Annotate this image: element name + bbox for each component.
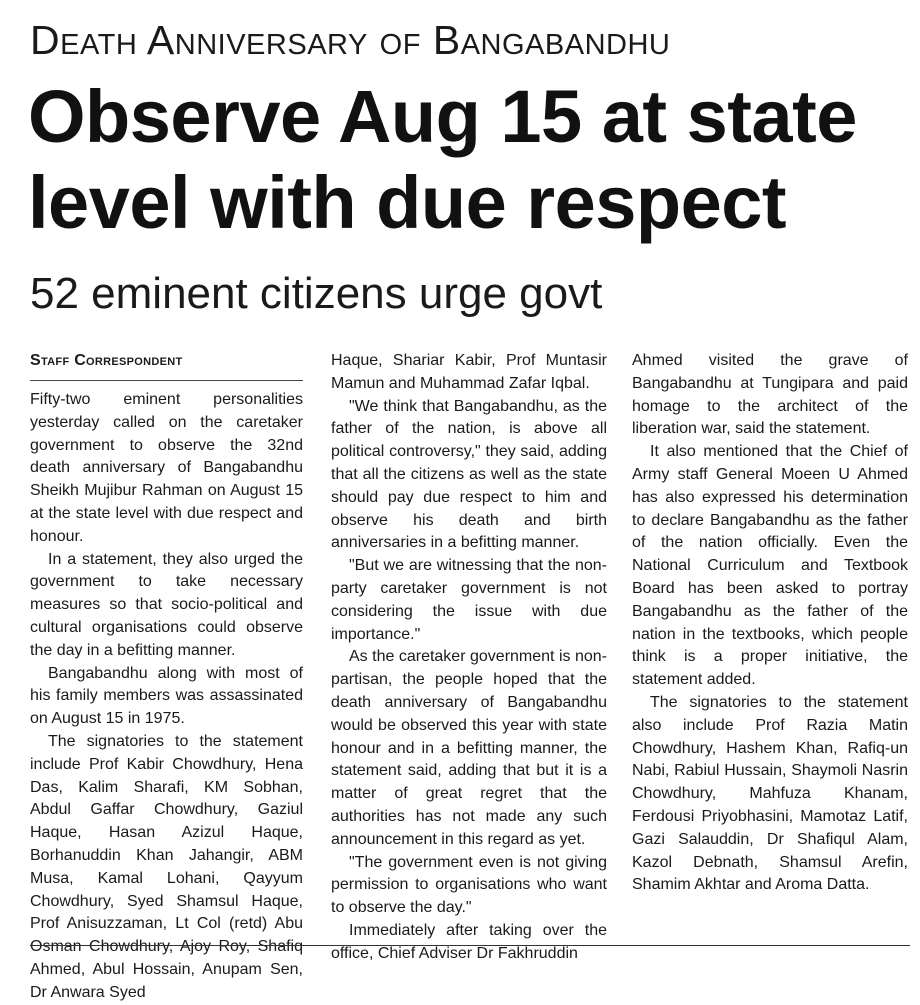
paragraph: Immediately after taking over the office, Chief Adviser Dr Fakhruddin (331, 921, 607, 962)
paragraph: Ahmed visited the grave of Bangabandhu at Tungipara and paid homage to the architect of the liberation war, said the statement. (632, 352, 908, 438)
article-column-2 (331, 350, 607, 966)
article-column-3 (632, 350, 908, 897)
article-kicker: Death Anniversary of Bangabandhu (30, 17, 671, 63)
paragraph: The signatories to the statement include Prof Kabir Chowdhury, Hena Das, Kalim Sharafi, KM Sobhan, Abdul Gaffar Chowdhury, Gaziul Haque, Hasan Azizul Haque, Borhanuddin Khan Jahangir, ABM Musa, Kamal Lohani, Qayyum Chowdhury, Syed Shamsul Haque, Prof Anisuzzaman, Lt Col (retd) Abu Osman Chowdhury, Ajoy Roy, Shafiq Ahmed, Abul Hossain, Anupam Sen, Dr Anwara Syed (30, 732, 303, 1001)
paragraph: It also mentioned that the Chief of Army staff General Moeen U Ahmed has also expressed his determination to declare Bangabandhu as the father of the nation officially. Even the National Curriculum and Textbook Board has been asked to portray Bangabandhu as the father of the nation in the textbooks, which people think is a proper initiative, the statement added. (632, 443, 908, 689)
paragraph: The signatories to the statement also include Prof Razia Matin Chowdhury, Hashem Khan, Rafiq-un Nabi, Rabiul Hussain, Shaymoli Nasrin Chowdhury, Mahfuza Khanam, Ferdousi Priyobhasini, Mamotaz Latif, Gazi Salauddin, Dr Shafiqul Alam, Kazol Debnath, Shamsul Arefin, Shamim Akhtar and Aroma Datta. (632, 693, 908, 894)
paragraph: Haque, Shariar Kabir, Prof Muntasir Mamun and Muhammad Zafar Iqbal. (331, 352, 607, 392)
byline: Staff Correspondent (30, 350, 303, 381)
paragraph: Fifty-two eminent personalities yesterday called on the caretaker government to observe the 32nd death anniversary of Bangabandhu Sheikh Mujibur Rahman on August 15 at the state level with due respect and honour. (30, 391, 303, 545)
article-headline: Observe Aug 15 at state level with due respect (28, 75, 857, 244)
paragraph: Bangabandhu along with most of his family members was assassinated on August 15 in 1975. (30, 664, 303, 728)
article-column-1 (30, 350, 303, 1005)
paragraph: In a statement, they also urged the government to take necessary measures so that socio-political and cultural organisations could observe the day in a befitting manner. (30, 550, 303, 659)
paragraph: As the caretaker government is non-partisan, the people hoped that the death anniversary of Bangabandhu would be observed this year with state honour and in a befitting manner, the statement said, adding that but it is a matter of great regret that the authorities has not made any such announcement in this regard as yet. (331, 648, 607, 848)
bottom-divider (30, 945, 910, 946)
paragraph: "But we are witnessing that the non-party caretaker government is not considering the issue with due importance." (331, 557, 607, 643)
paragraph: "The government even is not giving permission to organisations who want to observe the day." (331, 853, 607, 917)
article-subhead: 52 eminent citizens urge govt (30, 269, 603, 318)
paragraph: "We think that Bangabandhu, as the father of the nation, is above all political controversy," they said, adding that all the citizens as well as the state should pay due respect to him and observe his death and birth anniversaries in a befitting manner. (331, 397, 607, 552)
